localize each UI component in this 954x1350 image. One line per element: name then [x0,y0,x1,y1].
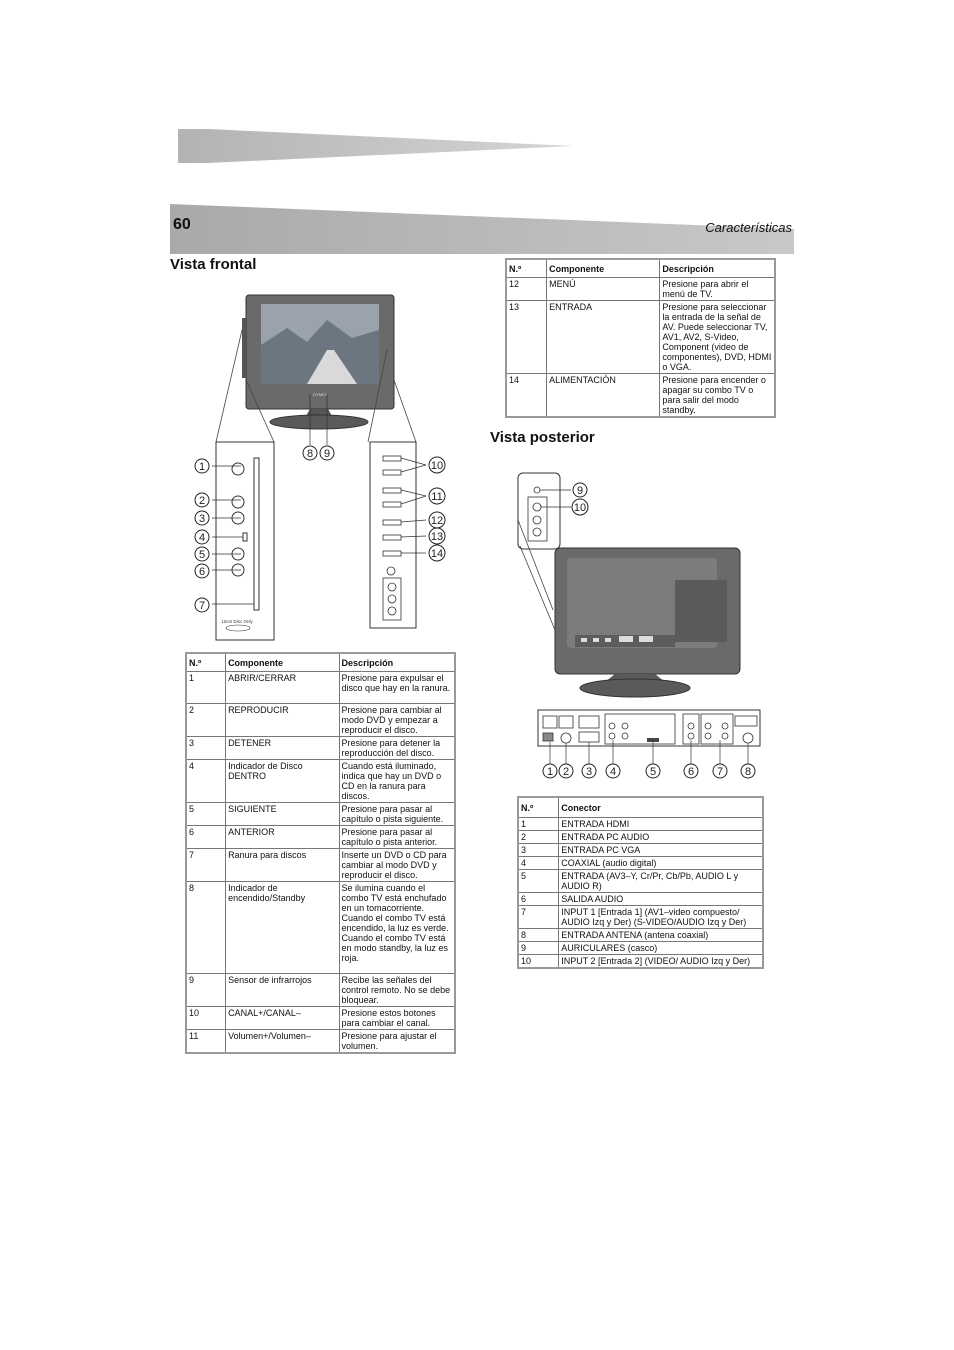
cell-number: 8 [186,882,226,974]
cell-component: ENTRADA [547,301,660,374]
svg-text:5: 5 [649,766,657,778]
callout-4 [195,530,209,544]
cell-number: 1 [186,672,226,704]
cell-number: 10 [518,955,559,969]
cell-connector: INPUT 1 [Entrada 1] (AV1–video compuesto/ AUDIO Izq y Der) (S-VIDEO/AUDIO Izq y Der) [559,906,763,929]
cell-description: Presione para pasar al capítulo o pista anterior. [339,826,455,849]
cell-number: 9 [518,942,559,955]
table-row [518,955,763,969]
cell-number: 10 [186,1007,226,1030]
svg-text:13: 13 [430,531,444,543]
svg-text:3: 3 [198,513,206,525]
rear-connectors-table [517,796,764,969]
svg-text:7: 7 [198,600,206,612]
svg-text:2: 2 [562,766,570,778]
svg-text:6: 6 [687,766,695,778]
cell-connector: ENTRADA HDMI [559,818,763,831]
callout-5 [195,547,209,561]
callout-2 [559,764,573,778]
cell-number: 6 [518,893,559,906]
table-header: N.º [506,259,547,278]
table-header: Descripción [660,259,775,278]
rear-view-diagram [515,470,765,782]
callout-6 [195,564,209,578]
callout-10 [572,499,588,515]
cell-number: 3 [186,737,226,760]
table-header: N.º [186,653,226,672]
callout-14 [429,545,445,561]
cell-number: 5 [518,870,559,893]
callout-5 [646,764,660,778]
table-row [186,737,455,760]
callout-3 [195,511,209,525]
table-row [506,301,775,374]
callout-7 [713,764,727,778]
callout-3 [582,764,596,778]
table-row [186,704,455,737]
callout-7 [195,598,209,612]
cell-connector: ENTRADA PC VGA [559,844,763,857]
table-header: Conector [559,797,763,818]
svg-text:10: 10 [430,460,444,472]
svg-text:12: 12 [430,515,444,527]
cell-number: 12 [506,278,547,301]
cell-component: REPRODUCIR [226,704,339,737]
cell-connector: SALIDA AUDIO [559,893,763,906]
svg-text:5: 5 [198,549,206,561]
cell-description: Se ilumina cuando el combo TV está enchufado en un tomacorriente. Cuando el combo TV está encendido, la luz es verde. Cuando el combo TV está en modo standby, la luz es roja. [339,882,455,974]
svg-text:9: 9 [576,485,584,497]
table-row [518,906,763,929]
table-row [518,870,763,893]
svg-text:10: 10 [573,502,587,514]
svg-text:1: 1 [198,461,206,473]
table-row [186,760,455,803]
callout-8 [303,446,317,460]
cell-number: 2 [186,704,226,737]
cell-component: Indicador de encendido/Standby [226,882,339,974]
disc-slot [254,458,259,610]
cell-component: Sensor de infrarrojos [226,974,339,1007]
cell-component: ALIMENTACIÓN [547,374,660,418]
cell-description: Recibe las señales del control remoto. No se debe bloquear. [339,974,455,1007]
cell-description: Presione estos botones para cambiar el canal. [339,1007,455,1030]
cell-description: Inserte un DVD o CD para cambiar al modo DVD y reproducir el disco. [339,849,455,882]
front-view-diagram [182,290,452,645]
svg-text:6: 6 [198,566,206,578]
page-number: 60 [173,216,191,233]
callout-8 [741,764,755,778]
header-band-top [178,129,573,163]
table-row [186,882,455,974]
svg-text:2: 2 [198,495,206,507]
svg-text:8: 8 [306,448,314,460]
cell-number: 8 [518,929,559,942]
cell-number: 4 [186,760,226,803]
table-row [518,844,763,857]
section-header: Características [705,220,792,235]
table-row [518,818,763,831]
table-row [186,826,455,849]
callout-10 [429,457,445,473]
cell-connector: AURICULARES (casco) [559,942,763,955]
cell-description: Presione para ajustar el volumen. [339,1030,455,1054]
table-row [518,929,763,942]
cell-component: Volumen+/Volumen– [226,1030,339,1054]
cell-component: CANAL+/CANAL– [226,1007,339,1030]
cell-connector: INPUT 2 [Entrada 2] (VIDEO/ AUDIO Izq y Der) [559,955,763,969]
cell-number: 11 [186,1030,226,1054]
table-row [506,278,775,301]
callout-2 [195,493,209,507]
cell-number: 4 [518,857,559,870]
cell-component: ABRIR/CERRAR [226,672,339,704]
cell-component: MENÚ [547,278,660,301]
svg-text:11: 11 [431,491,443,503]
callout-12 [429,512,445,528]
svg-text:7: 7 [716,766,724,778]
cell-component: SIGUIENTE [226,803,339,826]
table-row [506,374,775,418]
cell-component: DETENER [226,737,339,760]
cell-description: Presione para seleccionar la entrada de la señal de AV. Puede seleccionar TV, AV1, AV2, S-Video, Component (video de componentes), DVD, HDMI o VGA. [660,301,775,374]
cell-component: Ranura para discos [226,849,339,882]
callout-6 [684,764,698,778]
svg-text:4: 4 [198,532,206,544]
cell-description: Cuando está iluminado, indica que hay un DVD o CD en la ranura para discos. [339,760,455,803]
cell-number: 13 [506,301,547,374]
table-row [186,803,455,826]
svg-text:9: 9 [323,448,331,460]
svg-text:1: 1 [546,766,554,778]
front-components-table [185,652,456,1054]
cell-number: 5 [186,803,226,826]
cell-description: Presione para detener la reproducción del disco. [339,737,455,760]
cell-number: 2 [518,831,559,844]
tv-stand [580,679,690,697]
callout-13 [429,528,445,544]
callout-11 [429,488,445,504]
cell-number: 6 [186,826,226,849]
cell-description: Presione para cambiar al modo DVD y empezar a reproducir el disco. [339,704,455,737]
cell-description: Presione para pasar al capítulo o pista siguiente. [339,803,455,826]
brand-logo: DYNEX [313,392,327,397]
table-row [518,893,763,906]
table-row [518,942,763,955]
cell-connector: ENTRADA ANTENA (antena coaxial) [559,929,763,942]
table-row [186,974,455,1007]
table-row [186,1030,455,1054]
disc-note: 12cm Disc Only [221,619,253,624]
callout-1 [543,764,557,778]
front-components-table-continued [505,258,776,418]
callout-9 [320,446,334,460]
svg-text:4: 4 [609,766,617,778]
cell-number: 7 [518,906,559,929]
cell-number: 1 [518,818,559,831]
table-header: N.º [518,797,559,818]
table-row [186,849,455,882]
callout-1 [195,459,209,473]
cell-component: Indicador de Disco DENTRO [226,760,339,803]
cell-number: 3 [518,844,559,857]
table-row [186,1007,455,1030]
table-header: Descripción [339,653,455,672]
cell-connector: ENTRADA PC AUDIO [559,831,763,844]
svg-text:8: 8 [744,766,752,778]
front-view-title: Vista frontal [170,256,257,273]
cell-description: Presione para expulsar el disco que hay en la ranura. [339,672,455,704]
cell-connector: COAXIAL (audio digital) [559,857,763,870]
table-row [518,831,763,844]
tv-stand [270,415,368,429]
cell-description: Presione para abrir el menú de TV. [660,278,775,301]
table-row [518,857,763,870]
cell-number: 7 [186,849,226,882]
svg-text:3: 3 [585,766,593,778]
callout-4 [606,764,620,778]
callout-9 [573,483,587,497]
table-row [186,672,455,704]
cell-number: 9 [186,974,226,1007]
rear-view-title: Vista posterior [490,429,595,446]
cell-connector: ENTRADA (AV3–Y, Cr/Pr, Cb/Pb, AUDIO L y AUDIO R) [559,870,763,893]
cell-number: 14 [506,374,547,418]
table-header: Componente [226,653,339,672]
table-header: Componente [547,259,660,278]
cell-description: Presione para encender o apagar su combo TV o para salir del modo standby. [660,374,775,418]
svg-text:14: 14 [430,548,444,560]
cell-component: ANTERIOR [226,826,339,849]
